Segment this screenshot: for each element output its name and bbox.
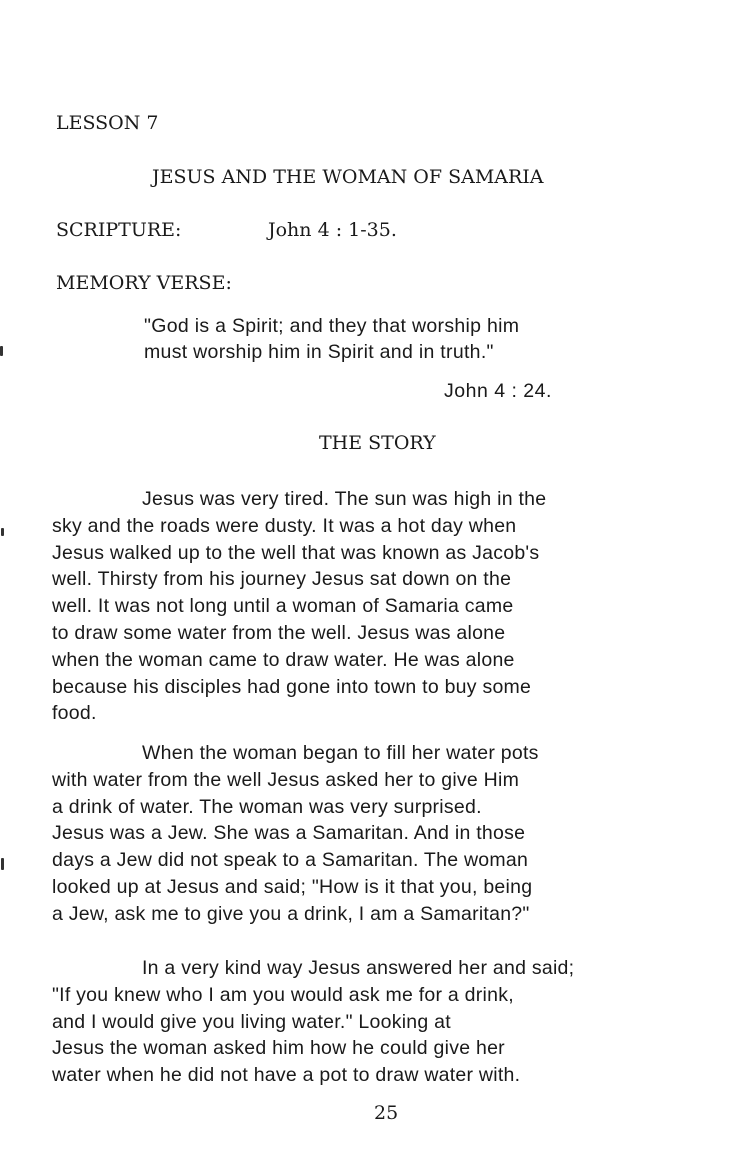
paragraph-line: a drink of water. The woman was very surprised. <box>52 795 482 818</box>
paragraph-line: and I would give you living water." Looking at <box>52 1010 451 1033</box>
memory-verse-reference: John 4 : 24. <box>444 380 552 402</box>
paragraph-line: when the woman came to draw water. He was alone <box>52 648 515 671</box>
scripture-label: SCRIPTURE: <box>56 219 182 241</box>
memory-verse-line: must worship him in Spirit and in truth." <box>144 341 494 363</box>
paragraph-line: In a very kind way Jesus answered her and said; <box>142 957 575 979</box>
scan-speck <box>0 346 3 356</box>
memory-verse-line: "God is a Spirit; and they that worship him <box>144 315 520 337</box>
scan-speck <box>1 528 4 536</box>
page-number: 25 <box>374 1102 399 1124</box>
memory-verse-label: MEMORY VERSE: <box>56 272 232 294</box>
lesson-title: JESUS AND THE WOMAN OF SAMARIA <box>152 166 544 188</box>
paragraph-line: When the woman began to fill her water pots <box>142 742 539 764</box>
paragraph-line: Jesus was a Jew. She was a Samaritan. And in those <box>52 822 526 845</box>
paragraph-line: food. <box>52 702 97 725</box>
paragraph-line: Jesus the woman asked him how he could give her <box>52 1037 505 1060</box>
story-heading: THE STORY <box>319 432 436 454</box>
story-paragraph-1 <box>52 486 546 727</box>
paragraph-line: sky and the roads were dusty. It was a hot day when <box>52 514 517 537</box>
paragraph-line: days a Jew did not speak to a Samaritan. The woman <box>52 849 529 872</box>
story-paragraph-3 <box>52 955 574 1089</box>
paragraph-line: looked up at Jesus and said; "How is it that you, being <box>52 875 533 898</box>
lesson-number: LESSON 7 <box>56 112 159 134</box>
story-paragraph-2 <box>52 740 539 928</box>
paragraph-line: well. Thirsty from his journey Jesus sat down on the <box>52 568 512 591</box>
paragraph-line: Jesus was very tired. The sun was high in the <box>142 488 547 510</box>
paragraph-line: a Jew, ask me to give you a drink, I am a Samaritan?" <box>52 902 530 925</box>
paragraph-line: Jesus walked up to the well that was known as Jacob's <box>52 541 540 564</box>
paragraph-line: with water from the well Jesus asked her to give Him <box>52 768 520 791</box>
paragraph-line: to draw some water from the well. Jesus was alone <box>52 621 506 644</box>
scan-speck <box>1 858 4 870</box>
paragraph-line: well. It was not long until a woman of Samaria came <box>52 595 514 618</box>
paragraph-line: water when he did not have a pot to draw water with. <box>52 1064 521 1087</box>
paragraph-line: because his disciples had gone into town to buy some <box>52 675 532 698</box>
memory-verse-text <box>144 313 519 365</box>
paragraph-line: "If you knew who I am you would ask me for a drink, <box>52 983 514 1006</box>
scripture-reference: John 4 : 1-35. <box>268 219 397 241</box>
